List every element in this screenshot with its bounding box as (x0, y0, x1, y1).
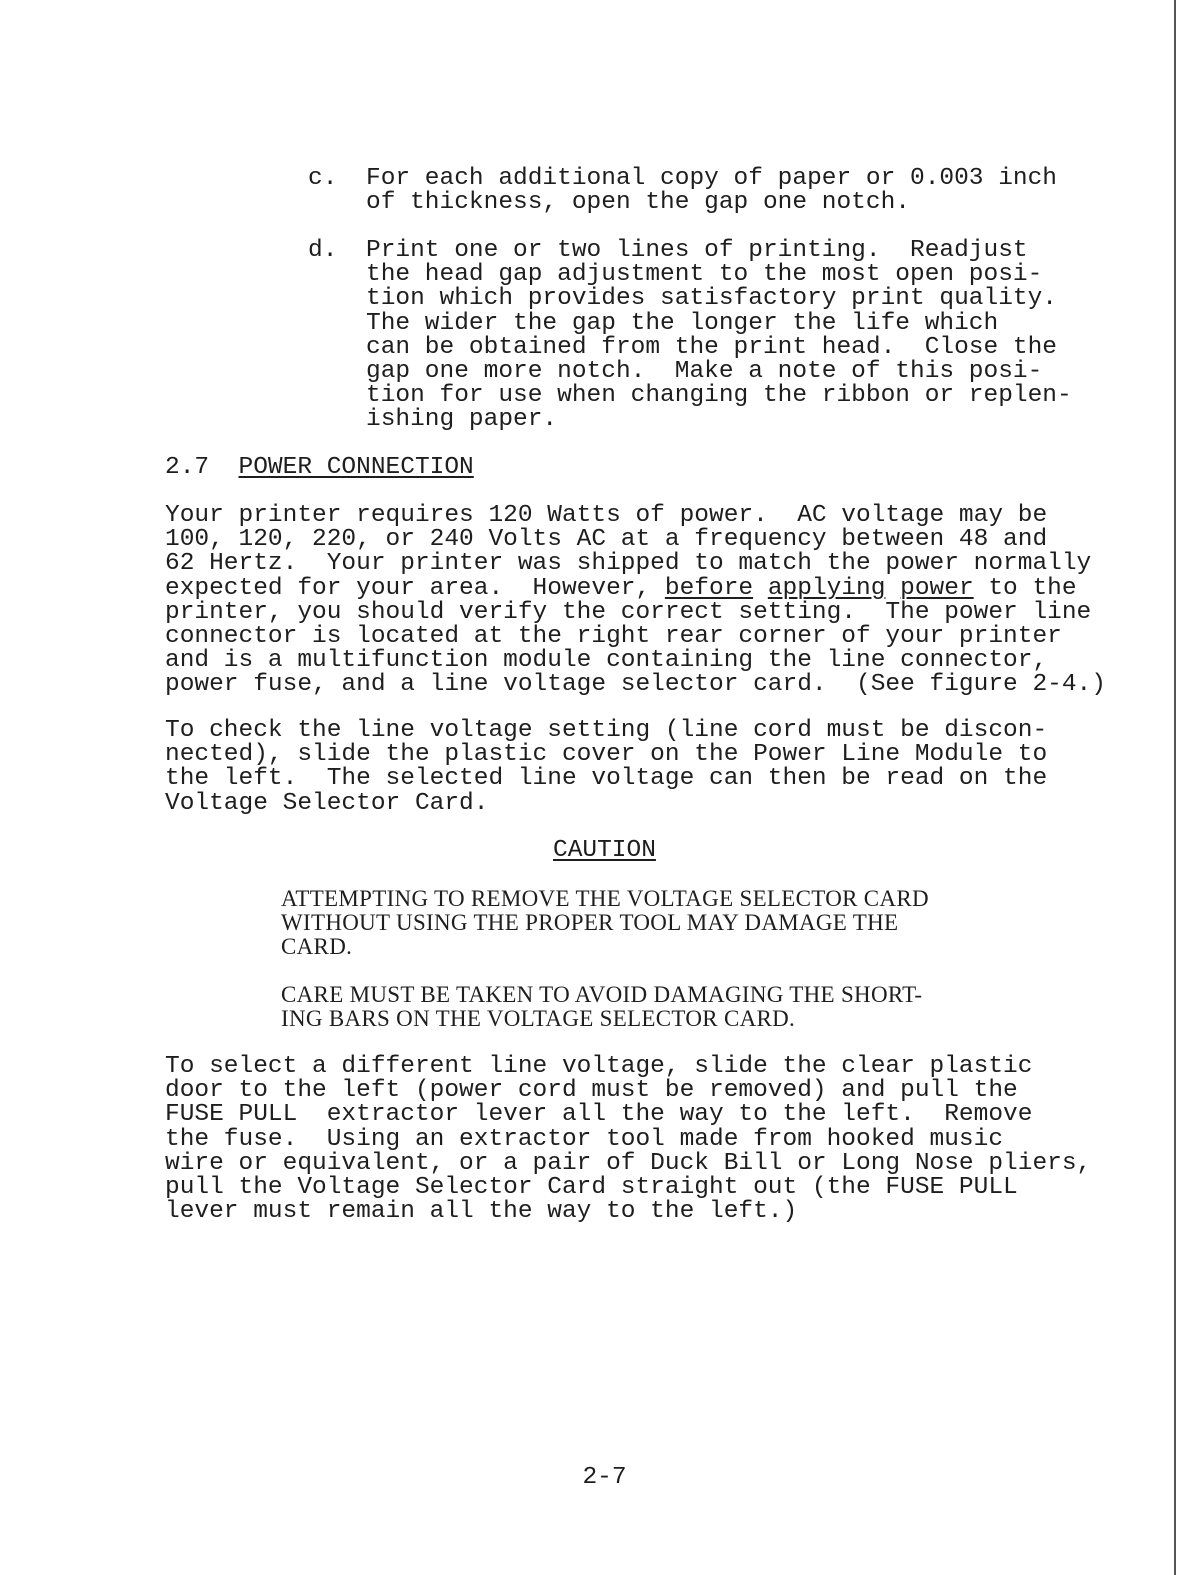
text-line: 62 Hertz. Your printer was shipped to match the power normally (165, 550, 1092, 578)
page-edge-line (1174, 0, 1176, 1575)
page-number: 2-7 (582, 1464, 627, 1491)
text-line: tion for use when changing the ribbon or replen- (366, 382, 1072, 410)
text-line: nected), slide the plastic cover on the Power Line Module to (165, 741, 1048, 769)
text-line: the head gap adjustment to the most open posi- (366, 261, 1043, 289)
caution-heading (553, 839, 656, 863)
text-line: lever must remain all the way to the left.) (165, 1198, 798, 1226)
caution-block-2 (281, 983, 922, 1031)
text-line: Voltage Selector Card. (165, 789, 489, 817)
paragraph-power-requirements (165, 504, 1106, 698)
text-line: wire or equivalent, or a pair of Duck Bill or Long Nose pliers, (165, 1149, 1092, 1177)
text-line: tion which provides satisfactory print quality. (366, 285, 1058, 313)
caution-block-1 (281, 887, 929, 960)
section-title: POWER CONNECTION (238, 454, 474, 481)
text-line: ishing paper. (366, 406, 558, 434)
text-line: of thickness, open the gap one notch. (366, 189, 910, 217)
list-item-d-text (366, 239, 1072, 433)
text-line: pull the Voltage Selector Card straight out (the FUSE PULL (165, 1174, 1018, 1202)
text-line: and is a multifunction module containing the line connector, (165, 647, 1048, 675)
underlined-word: before (664, 574, 754, 602)
text-line: To check the line voltage setting (line cord must be discon- (165, 717, 1048, 744)
text-line: Print one or two lines of printing. Readjust (366, 237, 1028, 264)
text-line: ING BARS ON THE VOLTAGE SELECTOR CARD. (281, 1006, 796, 1032)
text-line: can be obtained from the print head. Close the (366, 333, 1058, 361)
list-marker-c: c. (308, 165, 338, 192)
text-line-end: to the (973, 574, 1077, 602)
underlined-word: applying (767, 574, 886, 602)
caution-heading-text: CAUTION (553, 837, 656, 864)
text-line: 100, 120, 220, or 240 Volts AC at a frequency between 48 and (165, 526, 1048, 554)
paragraph-select-voltage (165, 1055, 1091, 1224)
text-line: door to the left (power cord must be removed) and pull the (165, 1077, 1018, 1105)
text-line: For each additional copy of paper or 0.003 inch (366, 165, 1058, 192)
text-line: WITHOUT USING THE PROPER TOOL MAY DAMAGE THE (281, 910, 899, 936)
text-line: connector is located at the right rear corner of your printer (165, 623, 1062, 651)
text-line: CARD. (281, 934, 353, 960)
text-line: the left. The selected line voltage can then be read on the (165, 765, 1048, 793)
text-line: The wider the gap the longer the life which (366, 309, 999, 337)
text-line: printer, you should verify the correct setting. The power line (165, 598, 1092, 626)
text-line-start: expected for your area. However, (165, 574, 665, 602)
text-line: the fuse. Using an extractor tool made from hooked music (165, 1125, 1004, 1153)
paragraph-check-voltage (165, 719, 1047, 816)
text-line: FUSE PULL extractor lever all the way to the left. Remove (165, 1101, 1033, 1129)
text-line: To select a different line voltage, slide the clear plastic (165, 1053, 1033, 1080)
text-line: Your printer requires 120 Watts of power. AC voltage may be (165, 502, 1048, 529)
list-item-c-text (366, 167, 1057, 215)
text-line: CARE MUST BE TAKEN TO AVOID DAMAGING THE SHORT- (281, 982, 923, 1007)
text-line: ATTEMPTING TO REMOVE THE VOLTAGE SELECTOR CARD (281, 886, 929, 911)
list-marker-d: d. (308, 237, 338, 264)
section-heading (165, 456, 474, 480)
text-line: gap one more notch. Make a note of this posi- (366, 358, 1043, 386)
text-line: power fuse, and a line voltage selector card. (See figure 2-4.) (165, 671, 1106, 699)
section-number: 2.7 (165, 454, 210, 481)
underlined-word: power (900, 574, 974, 602)
